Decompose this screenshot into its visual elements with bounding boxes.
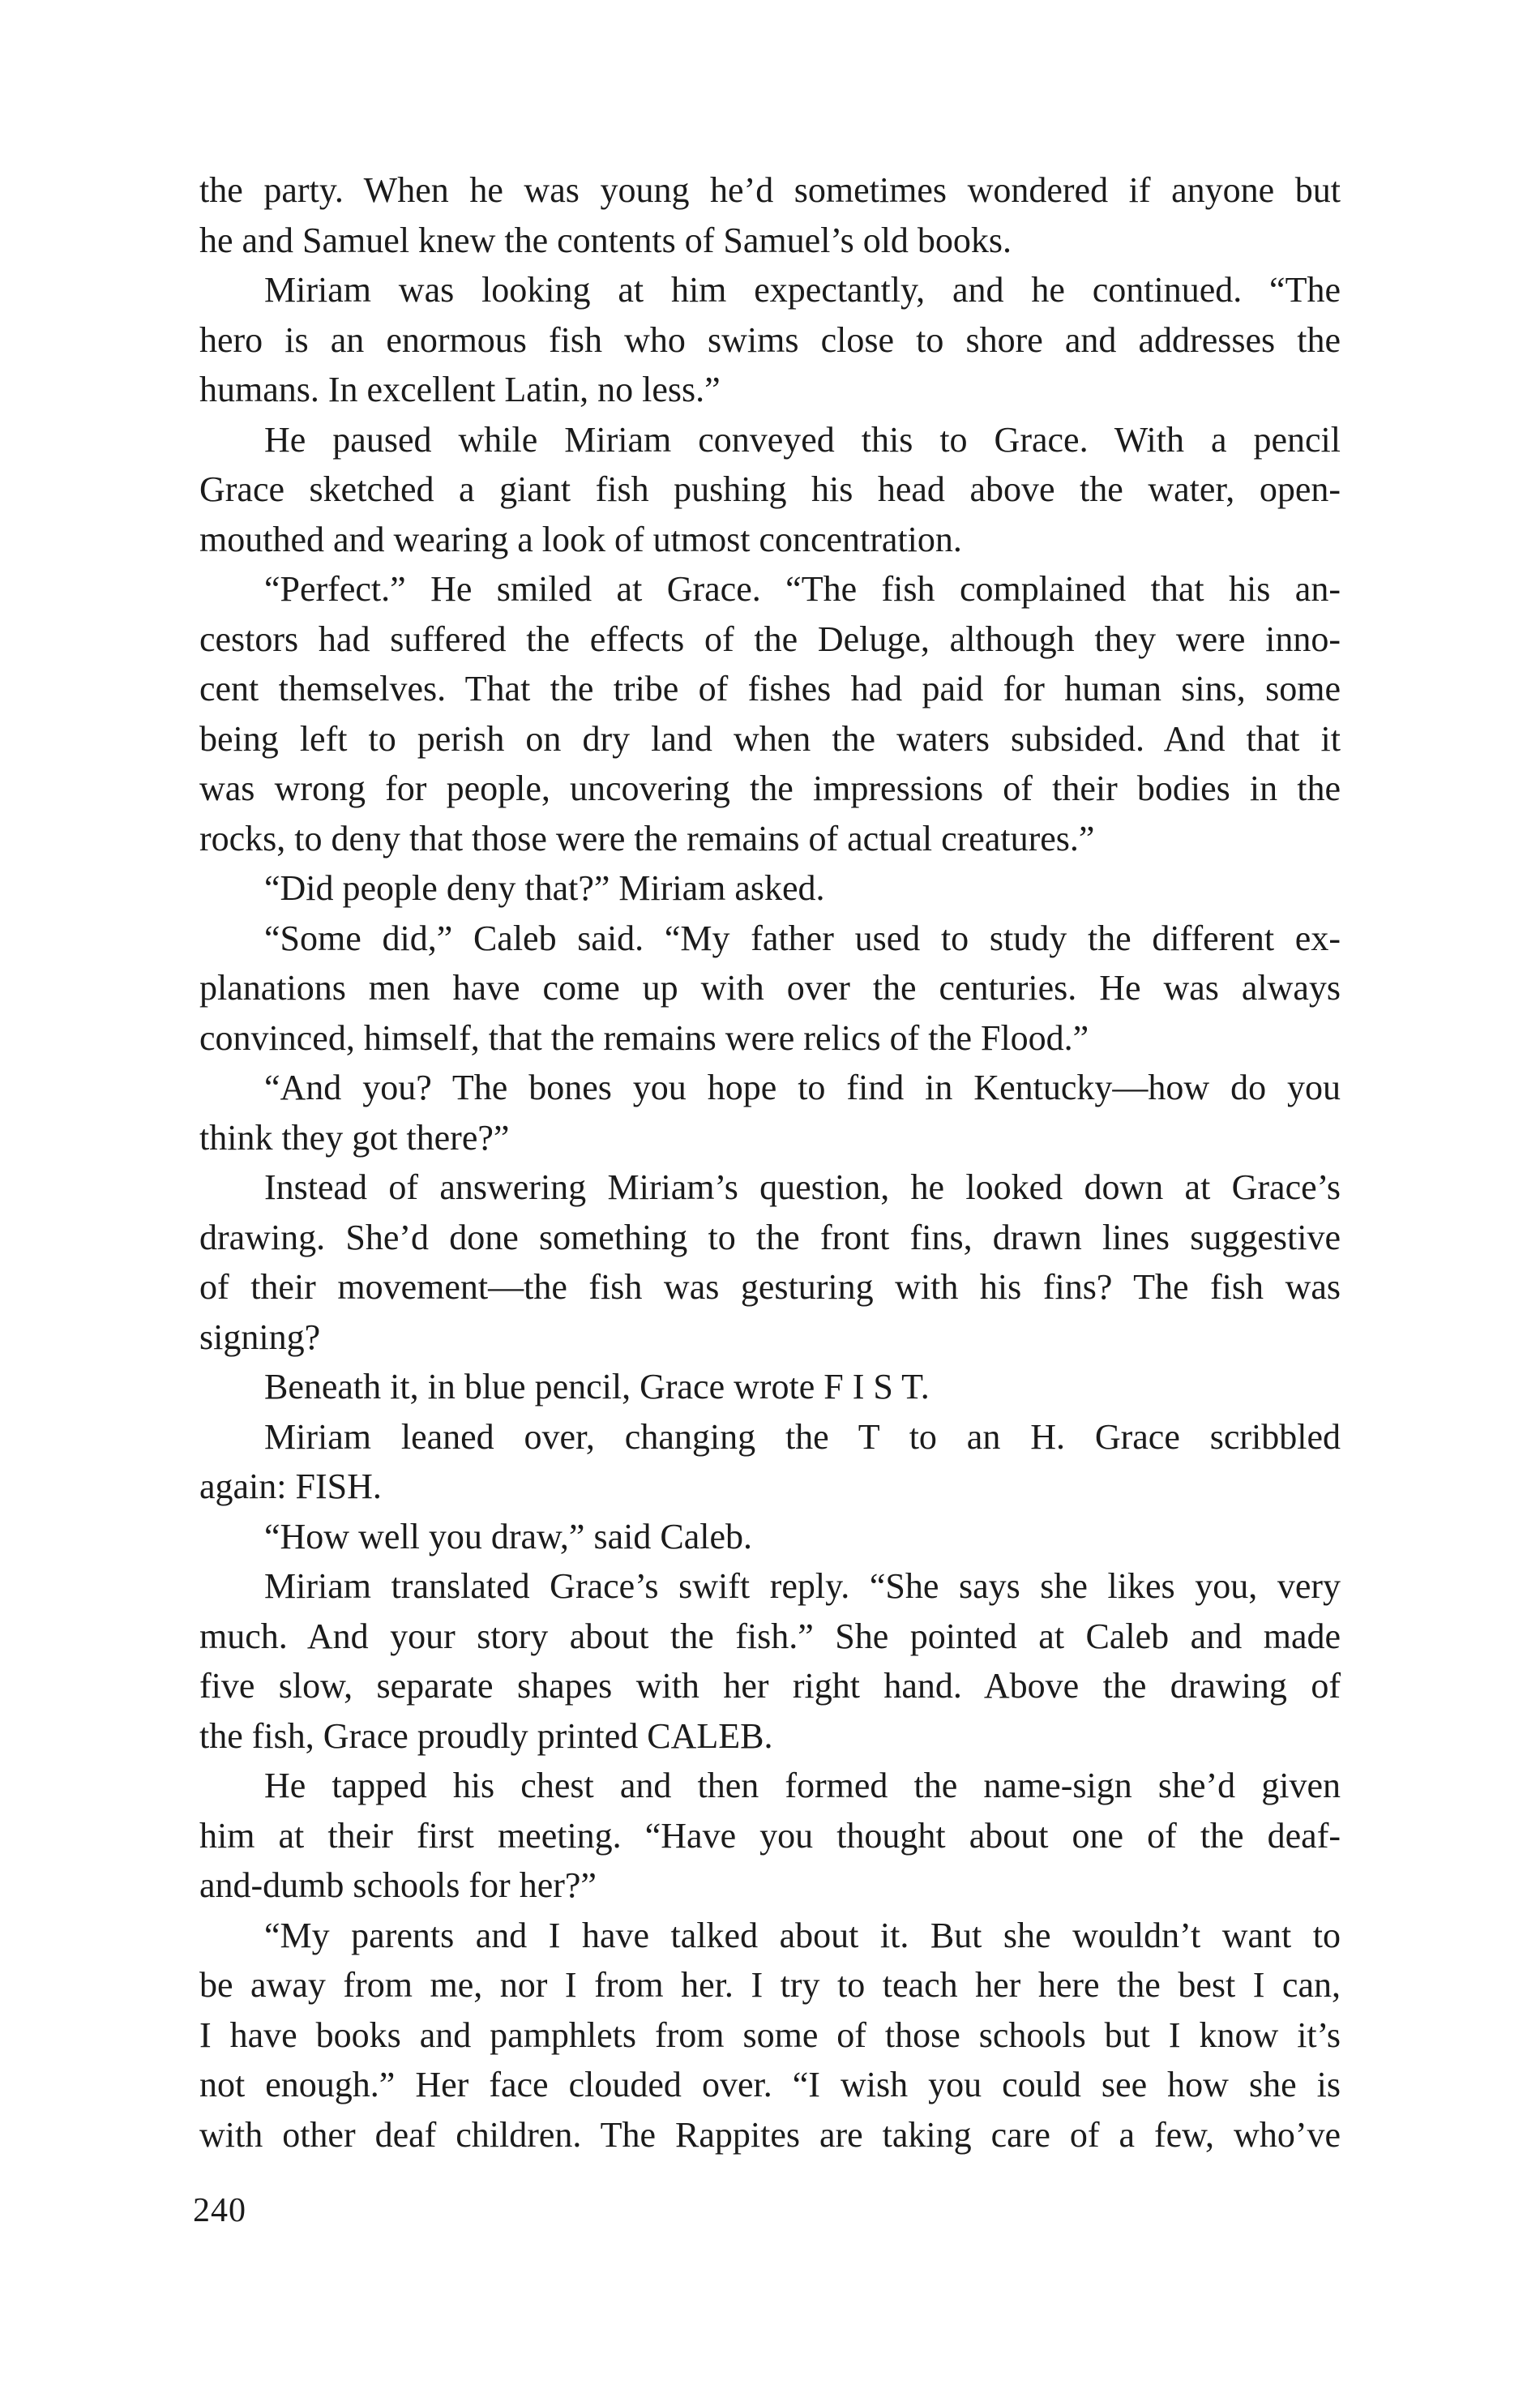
text-line: Miriam translated Grace’s swift reply. “She says she likes you, very [264,1566,1341,1606]
text-line: Miriam leaned over, changing the T to an H. Grace scribbled [264,1416,1341,1457]
text-line: “Perfect.” He smiled at Grace. “The fish complained that his an- [264,569,1341,609]
page-number: 240 [193,2192,246,2229]
text-line: convinced, himself, that the remains were relics of the Flood.” [199,1017,1089,1058]
text-line: planations men have come up with over the centuries. He was always [199,968,1341,1008]
text-line: “My parents and I have talked about it. But she wouldn’t want to [264,1915,1341,1955]
text-line: him at their first meeting. “Have you thought about one of the deaf- [199,1815,1341,1856]
text-line: and-dumb schools for her?” [199,1865,597,1905]
text-line: “How well you draw,” said Caleb. [264,1516,752,1556]
text-line: rocks, to deny that those were the remains of actual creatures.” [199,818,1095,858]
text-line: signing? [199,1317,321,1357]
text-line: Grace sketched a giant fish pushing his head above the water, open- [199,469,1341,509]
text-line: I have books and pamphlets from some of those schools but I know it’s [199,2014,1341,2055]
text-line: drawing. She’d done something to the front fins, drawn lines suggestive [199,1217,1341,1257]
text-line: being left to perish on dry land when the waters subsided. And that it [199,718,1341,759]
text-line: “Some did,” Caleb said. “My father used to study the different ex- [264,918,1341,958]
text-line: not enough.” Her face clouded over. “I wish you could see how she is [199,2065,1341,2104]
body-text [199,165,1341,2160]
text-line: think they got there?” [199,1117,510,1158]
text-line: Instead of answering Miriam’s question, he looked down at Grace’s [264,1167,1341,1207]
text-line: again: FISH. [199,1466,382,1506]
text-line: cestors had suffered the effects of the Deluge, although they were inno- [199,619,1341,659]
text-line: He tapped his chest and then formed the name-sign she’d given [264,1766,1341,1805]
text-line: hero is an enormous fish who swims close to shore and addresses the [199,319,1341,360]
text-line: cent themselves. That the tribe of fishes had paid for human sins, some [199,669,1341,709]
text-line: Beneath it, in blue pencil, Grace wrote F I S T. [264,1367,930,1406]
text-line: “And you? The bones you hope to find in Kentucky—how do you [264,1068,1341,1107]
text-line: “Did people deny that?” Miriam asked. [264,868,825,908]
text-line: with other deaf children. The Rappites are taking care of a few, who’ve [199,2114,1341,2155]
text-line: He paused while Miriam conveyed this to Grace. With a pencil [264,419,1341,460]
text-line: Miriam was looking at him expectantly, and he continued. “The [264,270,1341,310]
text-line: five slow, separate shapes with her right hand. Above the drawing of [199,1666,1341,1706]
text-line: the fish, Grace proudly printed CALEB. [199,1715,773,1756]
text-line: was wrong for people, uncovering the impressions of their bodies in the [199,769,1341,808]
text-line: much. And your story about the fish.” She pointed at Caleb and made [199,1616,1341,1656]
text-line: humans. In excellent Latin, no less.” [199,370,721,409]
text-line: be away from me, nor I from her. I try to teach her here the best I can, [199,1965,1341,2005]
text-line: mouthed and wearing a look of utmost concentration. [199,519,962,559]
text-line: of their movement—the fish was gesturing with his fins? The fish was [199,1267,1341,1307]
text-line: the party. When he was young he’d sometimes wondered if anyone but [199,170,1341,210]
text-line: he and Samuel knew the contents of Samuel’s old books. [199,220,1012,260]
